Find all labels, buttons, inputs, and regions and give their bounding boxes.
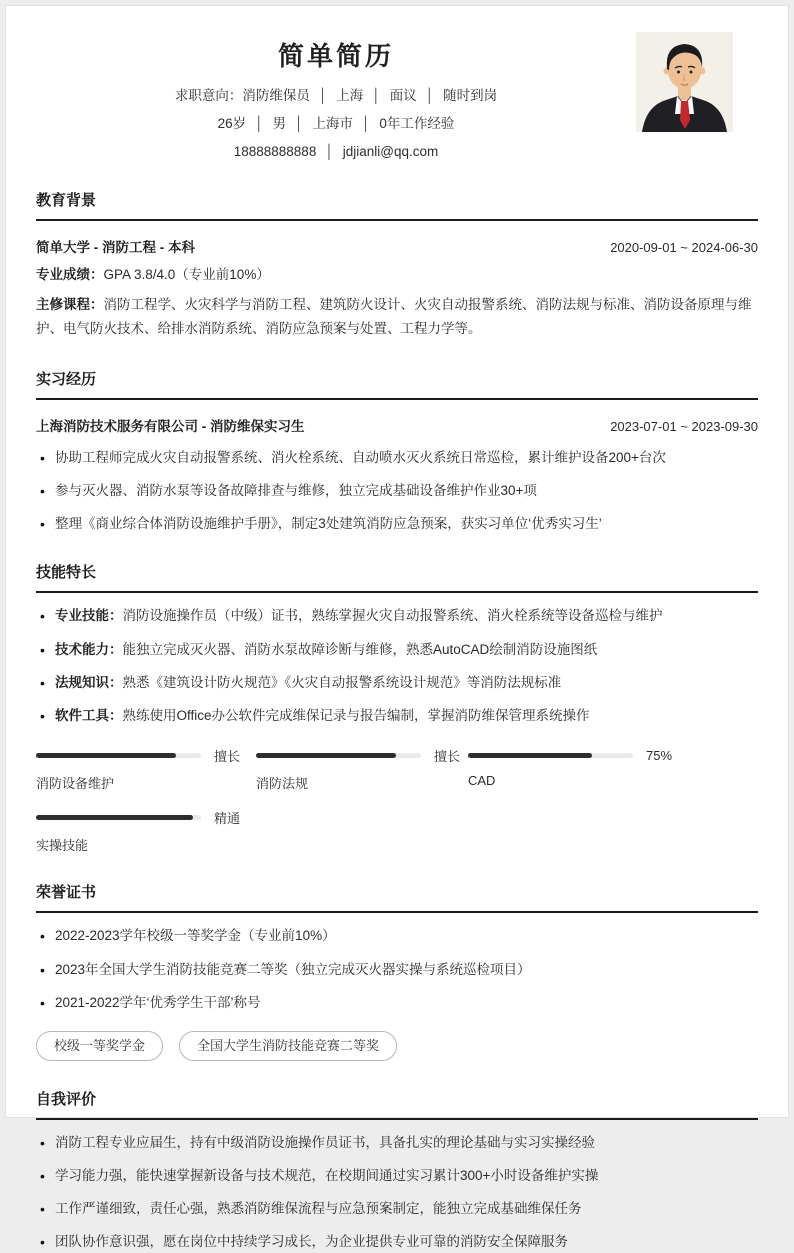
age: 26岁: [217, 115, 247, 131]
skill-bar-track: [468, 753, 633, 758]
skill-bar-row: [468, 748, 758, 762]
separator: │: [325, 143, 334, 159]
job-intent-salary: 面议: [389, 88, 417, 103]
personal-info-line: [36, 115, 636, 134]
gender: 男: [272, 115, 287, 131]
list-item: • 协助工程师完成火灾自动报警系统、消火栓系统、自动喷水灭火系统日常巡检，累计维护设备200+台次: [36, 448, 758, 468]
honors-bullet-list: [36, 926, 758, 1013]
section-title-education: 教育背景: [36, 189, 758, 221]
list-item: [36, 606, 758, 626]
honor-tags: [36, 1031, 758, 1061]
education-school-degree: 简单大学 - 消防工程 - 本科: [36, 239, 195, 255]
honor-tag: 校级一等奖学金: [36, 1031, 163, 1061]
section-skills: [36, 561, 758, 854]
skill-text: 熟悉《建筑设计防火规范》《火灾自动报警系统设计规范》等消防法规标准: [122, 674, 562, 690]
list-item: • 团队协作意识强，愿在岗位中持续学习成长，为企业提供专业可靠的消防安全保障服务: [36, 1232, 758, 1252]
skill-bar: [256, 748, 468, 792]
skill-bar-fill: [468, 753, 592, 758]
self-evaluation-bullet-list: [36, 1133, 758, 1253]
skill-bar-level: 擅长: [434, 748, 461, 764]
courses-value: 消防工程学、火灾科学与消防工程、建筑防火设计、火灾自动报警系统、消防法规与标准、消防设备原理与维护、电气防火技术、给排水消防系统、消防应急预案与处置、工程力学等。: [36, 297, 752, 336]
list-item: • 2021-2022学年‘优秀学生干部’称号: [36, 993, 758, 1013]
section-education: [36, 189, 758, 341]
skill-bar-track: [36, 815, 201, 820]
resume-header: [36, 32, 758, 162]
avatar-illustration: [636, 32, 733, 132]
skill-bar: [468, 748, 758, 792]
location: 上海市: [312, 115, 353, 131]
skill-label: 专业技能：: [55, 608, 123, 624]
skill-bar-name: CAD: [468, 773, 496, 789]
separator: │: [425, 88, 435, 103]
contact-info-line: [36, 143, 636, 162]
skill-bars-grid: [36, 748, 758, 854]
list-item: • 整理《商业综合体消防设施维护手册》，制定3处建筑消防应急预案，获实习单位‘优秀实习生’: [36, 514, 758, 534]
skill-bar-level: 擅长: [214, 748, 241, 764]
gpa-value: GPA 3.8/4.0（专业前10%）: [103, 266, 270, 282]
header-text-block: [36, 32, 636, 162]
separator: │: [361, 115, 371, 131]
list-item: [36, 706, 758, 726]
resume-title: 简单简历: [277, 41, 394, 71]
skill-bar-level: 75%: [646, 747, 673, 763]
skill-bar-row: [256, 748, 468, 762]
section-honors: [36, 881, 758, 1060]
job-intent-position: 消防维保员: [242, 88, 310, 103]
skills-bullet-list: [36, 606, 758, 726]
skill-label: 技术能力：: [55, 641, 123, 657]
skill-bar-row: [36, 810, 256, 824]
job-intent-label: 求职意向：: [174, 88, 243, 103]
job-intent-city: 上海: [336, 88, 364, 103]
separator: │: [255, 115, 264, 131]
internship-date-range: 2023-07-01 ~ 2023-09-30: [610, 418, 758, 434]
skill-bar-fill: [36, 815, 193, 820]
section-title-honors: 荣誉证书: [36, 881, 758, 913]
skill-bar-fill: [36, 753, 176, 758]
courses-label: 主修课程：: [36, 297, 104, 313]
skill-bar-track: [256, 753, 421, 758]
profile-photo: [636, 32, 733, 132]
work-experience: 0年工作经验: [379, 115, 455, 131]
list-item: [36, 640, 758, 660]
section-title-self-evaluation: 自我评价: [36, 1088, 758, 1120]
skill-bar: [36, 810, 256, 854]
gpa-label: 专业成绩：: [36, 266, 104, 282]
skill-text: 消防设施操作员（中级）证书，熟练掌握火灾自动报警系统、消火栓系统等设备巡检与维护: [122, 608, 663, 624]
list-item: • 工作严谨细致，责任心强，熟悉消防维保流程与应急预案制定，能独立完成基础维保任务: [36, 1199, 758, 1219]
phone-number: 18888888888: [233, 143, 317, 159]
internship-bullet-list: [36, 448, 758, 535]
list-item: • 2023年全国大学生消防技能竞赛二等奖（独立完成灭火器实操与系统巡检项目）: [36, 960, 758, 980]
resume-page: [5, 5, 789, 1250]
section-title-skills: 技能特长: [36, 561, 758, 593]
honor-tag: 全国大学生消防技能竞赛二等奖: [179, 1031, 397, 1061]
list-item: • 参与灭火器、消防水泵等设备故障排查与维修，独立完成基础设备维护作业30+项: [36, 481, 758, 501]
job-intent-availability: 随时到岗: [443, 88, 498, 103]
separator: │: [295, 115, 304, 131]
list-item: [36, 673, 758, 693]
skill-text: 熟练使用Office办公软件完成维保记录与报告编制，掌握消防维保管理系统操作: [122, 708, 590, 724]
skill-bar: [36, 748, 256, 792]
skill-bar-level: 精通: [214, 810, 241, 826]
internship-company-role: 上海消防技术服务有限公司 - 消防维保实习生: [36, 418, 305, 434]
section-title-internship: 实习经历: [36, 368, 758, 400]
job-intent-line: [36, 87, 636, 106]
separator: │: [318, 88, 328, 103]
skill-label: 软件工具：: [55, 708, 123, 724]
list-item: • 消防工程专业应届生，持有中级消防设施操作员证书，具备扎实的理论基础与实习实操经验: [36, 1133, 758, 1153]
list-item: • 学习能力强，能快速掌握新设备与技术规范，在校期间通过实习累计300+小时设备维护实操: [36, 1166, 758, 1186]
section-internship: [36, 368, 758, 535]
section-self-evaluation: [36, 1088, 758, 1253]
skill-bar-name: 消防设备维护: [36, 776, 115, 792]
education-entry-head: [36, 236, 758, 256]
skill-bar-fill: [256, 753, 396, 758]
email-address: jdjianli@qq.com: [342, 143, 439, 159]
education-date-range: 2020-09-01 ~ 2024-06-30: [610, 239, 758, 255]
skill-text: 能独立完成灭火器、消防水泵故障诊断与维修，熟悉AutoCAD绘制消防设施图纸: [122, 641, 598, 657]
education-gpa-row: [36, 263, 758, 287]
internship-entry-head: [36, 415, 758, 435]
skill-bar-name: 实操技能: [36, 838, 89, 854]
education-courses-row: [36, 293, 758, 340]
list-item: • 2022-2023学年校级一等奖学金（专业前10%）: [36, 926, 758, 946]
skill-label: 法规知识：: [55, 674, 123, 690]
separator: │: [372, 88, 381, 103]
skill-bar-name: 消防法规: [256, 776, 309, 792]
skill-bar-row: [36, 748, 256, 762]
skill-bar-track: [36, 753, 201, 758]
